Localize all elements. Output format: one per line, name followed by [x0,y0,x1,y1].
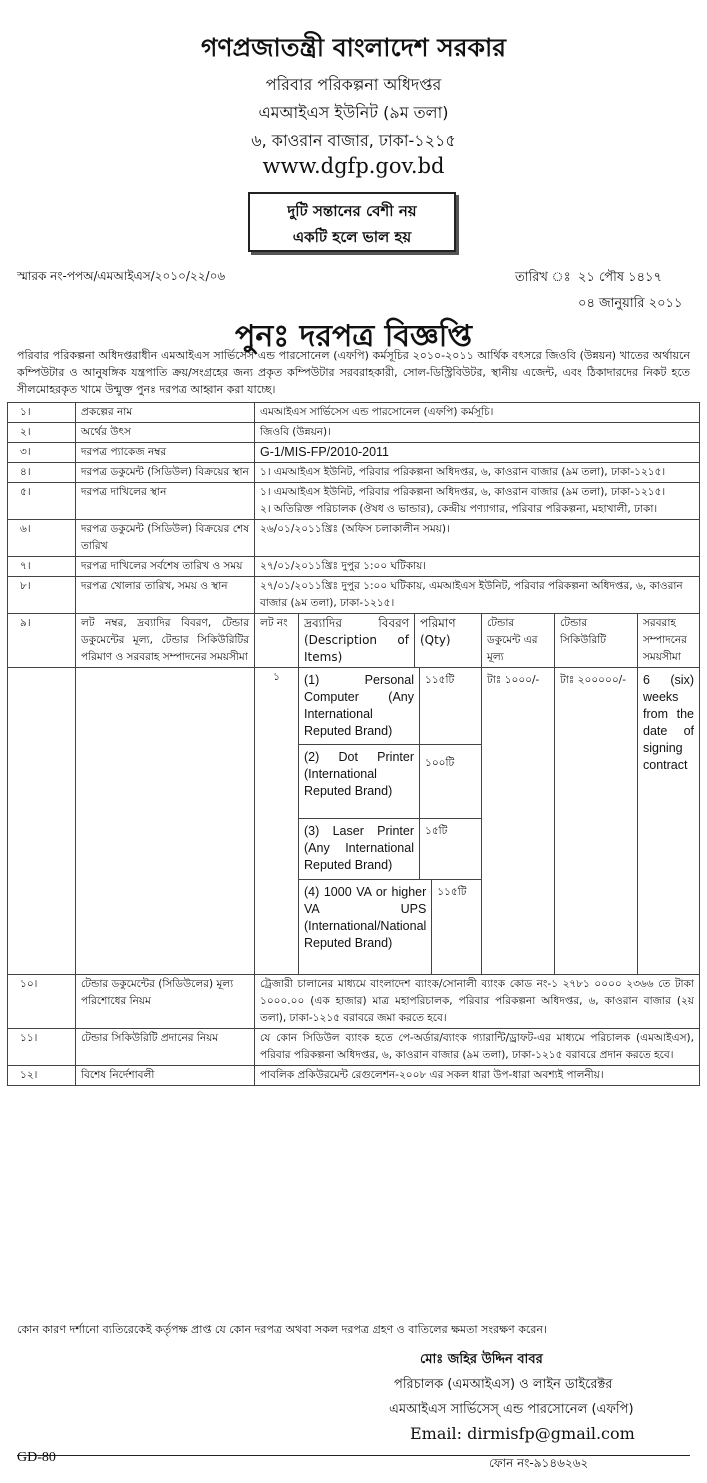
ad-code: GD-80 [17,1450,56,1465]
item-description: (4) 1000 VA or higher VA UPS (International/National Reputed Brand) [299,880,432,974]
row-value: ১। এমআইএস ইউনিট, পরিবার পরিকল্পনা অধিদপ্তর, ৬, কাওরান বাজার (৯ম তলা), ঢাকা-১২১৫। [255,463,700,483]
government-name: গণপ্রজাতন্ত্রী বাংলাদেশ সরকার [201,33,506,62]
row-label: বিশেষ নির্দেশাবলী [76,1066,255,1086]
unit-name: এমআইএস ইউনিট (৯ম তলা) [258,103,449,122]
table-row [8,403,700,423]
date-english: ০৪ জানুয়ারি ২০১১ [578,296,683,311]
signatory-phone: ফোন নং-৯১৪৬২৬২ [489,1456,589,1470]
list-item [299,818,481,879]
row-serial: ৬। [8,520,76,557]
bottom-divider [17,1455,690,1456]
row-serial: ৮। [8,577,76,614]
row-value: পাবলিক প্রকিউরমেন্ট রেগুলেশন-২০০৮ এর সকল ধারা উপ-ধারা অবশ্যই পালনীয়। [255,1066,700,1086]
row-value [255,483,700,520]
row-label: দরপত্র ডকুমেন্ট (সিডিউল) বিক্রয়ের শেষ তারিখ [76,520,255,557]
list-item [299,879,481,974]
website-link[interactable]: www.dgfp.gov.bd [262,154,445,178]
signatory-title-1: পরিচালক (এমআইএস) ও লাইন ডাইরেক্টর [394,1377,613,1392]
description-header: দ্রব্যাদির বিবরণ (Description of Items) [299,614,415,668]
table-row [8,520,700,557]
row-value-line-1: ১। এমআইএস ইউনিট, পরিবার পরিকল্পনা অধিদপ্তর, ৬, কাওরান বাজার (৯ম তলা), ঢাকা-১২১৫। [260,486,666,498]
table-row [8,975,700,1029]
lot-header: লট নং [255,614,299,668]
row-value: এমআইএস সার্ভিসেস এন্ড পারসোনেল (এফপি) কর্মসূচি। [255,403,700,423]
delivery-time-header: সরবরাহ সম্পাদনের সময়সীমা [638,614,700,668]
items-list [299,668,482,975]
item-quantity: ১১৫টি [425,674,455,686]
security-header: টেন্ডার সিকিউরিটি [555,614,638,668]
lot-items-row [8,668,700,975]
tender-details-table [7,402,700,1086]
row-value-line-2: ২। অতিরিক্ত পরিচালক (ঔষধ ও ভান্ডার), কেন্দ্রীয় পণ্যাগার, পরিবার পরিকল্পনা, মহাখালী, ঢাকা। [260,503,658,515]
table-row [8,577,700,614]
row-label: প্রকল্পের নাম [76,403,255,423]
slogan-line-1: দুটি সন্তানের বেশী নয় [287,202,417,220]
slogan-line-2: একটি হলে ভাল হয় [292,228,412,246]
authority-note: কোন কারণ দর্শানো ব্যতিরেকেই কর্তৃপক্ষ প্রাপ্ত যে কোন দরপত্র অথবা সকল দরপত্র গ্রহণ ও বাতিলের ক্ষমতা সংরক্ষণ করেন। [17,1323,547,1336]
row-label: দরপত্র দাখিলের স্থান [76,483,255,520]
row-serial: ১। [8,403,76,423]
row-value: G-1/MIS-FP/2010-2011 [255,443,700,463]
signatory-name: মোঃ জহির উদ্দিন বাবর [420,1352,543,1367]
row-serial: ৫। [8,483,76,520]
row-label: দরপত্র প্যাকেজ নম্বর [76,443,255,463]
signatory-email[interactable]: Email: dirmisfp@gmail.com [410,1424,635,1443]
row-label: টেন্ডার ডকুমেন্টের (সিডিউলের) মূল্য পরিশোধের নিয়ম [76,975,255,1029]
table-row [8,557,700,577]
list-item [299,744,481,818]
item-description: (1) Personal Computer (Any International Reputed Brand) [299,668,420,744]
row-value: ট্রেজারী চালানের মাধ্যমে বাংলাদেশ ব্যাংক/সোনালী ব্যাংক কোড নং-১ ২৭৮১ ০০০০ ২৩৬৬ তে টাকা ১০০০.০০ (এক হাজার) মাত্র মহাপরিচালক, পরিবার পরিকল্পনা অধিদপ্তর, ৬, কাওরান বাজার (২য় তলা), ঢাকা-১২১৫ বরাবরে জমা করতে হবে। [255,975,700,1029]
list-item [299,668,481,744]
item-quantity: ১৫টি [425,825,448,837]
row-value: জিওবি (উন্নয়ন)। [255,423,700,443]
table-row [8,1066,700,1086]
signatory-title-2: এমআইএস সার্ভিসেস্ এন্ড পারসোনেল (এফপি) [389,1402,634,1417]
item-quantity: ১০০টি [425,757,455,769]
row-serial: ৪। [8,463,76,483]
row-label: অর্থের উৎস [76,423,255,443]
row-serial: ১০। [8,975,76,1029]
row-serial: ১২। [8,1066,76,1086]
memo-number: স্মারক নং-পপঅ/এমআইএস/২০১০/২২/০৬ [17,269,226,283]
table-row [8,443,700,463]
department-name: পরিবার পরিকল্পনা অধিদপ্তর [265,75,442,94]
document-price: টাঃ ১০০০/- [482,668,555,975]
security-amount: টাঃ ২০০০০০/- [555,668,638,975]
row-label: দরপত্র খোলার তারিখ, সময় ও স্থান [76,577,255,614]
row-value: যে কোন সিডিউল ব্যাংক হতে পে-অর্ডার/ব্যাংক গ্যারান্টি/ড্রাফট-এর মাধ্যমে পরিচালক (এমআইএস), পরিবার পরিকল্পনা অধিদপ্তর, ৬, কাওরান বাজার (৯ম তলা), ঢাকা-১২১৫ বরাবরে প্রদান করতে হবে। [255,1029,700,1066]
date-bangla: ২১ পৌষ ১৪১৭ [578,270,662,285]
intro-paragraph: পরিবার পরিকল্পনা অধিদপ্তরাধীন এমআইএস সার্ভিসেস এন্ড পারসোনেল (এফপি) কর্মসূচির ২০১০-২০১১ আর্থিক বৎসরে জিওবি (উন্নয়ন) খাতের অর্থায়নে কম্পিউটার ও আনুষঙ্গিক যন্ত্রপাতি ক্রয়/সংগ্রহের জন্য প্রকৃত কম্পিউটার সরবরাহকারী, সোল-ডিস্ট্রিবিউটর, স্থানীয় এজেন্ট, এবং ঠিকাদারদের নিকট হতে সীলমোহরকৃত খামে উন্মুক্ত পুনঃ দরপত্র আহ্বান করা যাচ্ছে। [17,349,690,396]
table-row [8,463,700,483]
office-address: ৬, কাওরান বাজার, ঢাকা-১২১৫ [251,131,456,150]
quantity-header: পরিমাণ (Qty) [415,614,482,668]
notice-title: পুনঃ দরপত্র বিজ্ঞপ্তি [234,319,473,354]
row-serial: ২। [8,423,76,443]
item-quantity: ১১৫টি [437,886,467,898]
document-price-header: টেন্ডার ডকুমেন্ট এর মূল্য [482,614,555,668]
item-description: (3) Laser Printer (Any International Reputed Brand) [299,819,420,879]
row-label: দরপত্র ডকুমেন্ট (সিডিউল) বিক্রয়ের স্থান [76,463,255,483]
lot-number: ১ [255,668,299,975]
table-row [8,423,700,443]
table-row [8,1029,700,1066]
delivery-time: 6 (six) weeks from the date of signing contract [638,668,700,975]
row-label: লট নম্বর, দ্রব্যাদির বিবরণ, টেন্ডার ডকুমেন্টের মূল্য, টেন্ডার সিকিউরিটির পরিমাণ ও সরবরাহ সম্পাদনের সময়সীমা [76,614,255,668]
row-label: টেন্ডার সিকিউরিটি প্রদানের নিয়ম [76,1029,255,1066]
row-serial: ১১। [8,1029,76,1066]
date-label: তারিখ ঃ [515,270,571,285]
table-row [8,483,700,520]
row-serial: ৯। [8,614,76,668]
row-value: ২৭/০১/২০১১খ্রিঃ দুপুর ১:০০ ঘটিকায়। [255,557,700,577]
row-label: দরপত্র দাখিলের সর্বশেষ তারিখ ও সময় [76,557,255,577]
row-value: ২৬/০১/২০১১খ্রিঃ (অফিস চলাকালীন সময়)। [255,520,700,557]
row-serial: ৭। [8,557,76,577]
row-serial: ৩। [8,443,76,463]
item-description: (2) Dot Printer (International Reputed Brand) [299,745,420,818]
row-value: ২৭/০১/২০১১খ্রিঃ দুপুর ১:০০ ঘটিকায়, এমআইএস ইউনিট, পরিবার পরিকল্পনা অধিদপ্তর, ৬, কাওরান বাজার (৯ম তলা), ঢাকা-১২১৫। [255,577,700,614]
lot-header-row [8,614,700,668]
slogan-box [248,192,456,252]
